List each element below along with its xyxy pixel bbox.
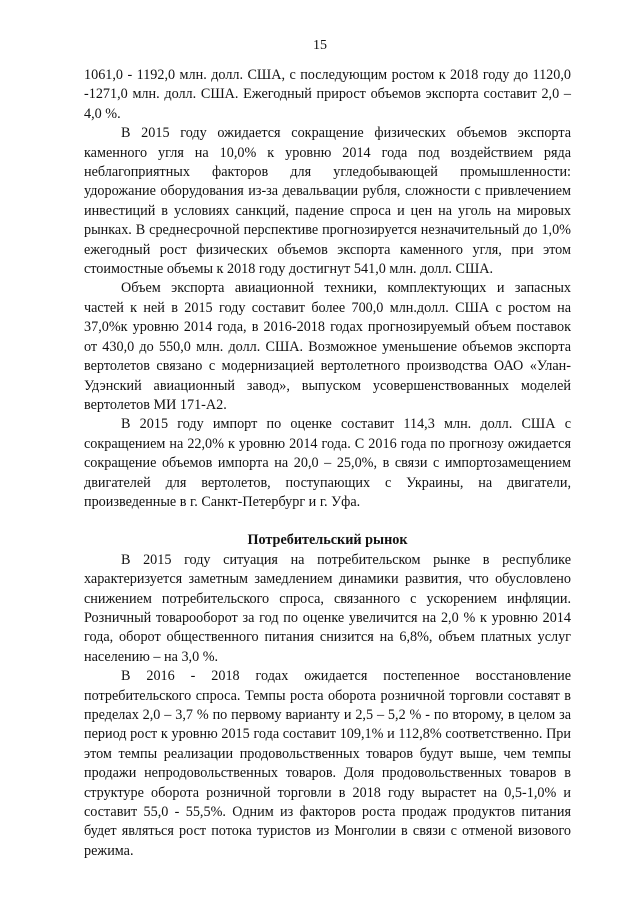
paragraph-consumer-2015: В 2015 году ситуация на потребительском рынке в республике характеризуется заметным замедлением динамики развития, что обусловлено снижением потребительского спроса, связанного с ускорением инфляции. Розничный товарооборот за год по оценке увеличится на 2,0 % к уровню 2014 года, оборот общественного питания снизится на 6,8%, объем платных услуг населению – на 3,0 %.: [84, 551, 571, 665]
paragraph-consumer-2016-2018: В 2016 - 2018 годах ожидается постепенное восстановление потребительского спроса. Темпы роста оборота розничной торговли составят в пределах 2,0 – 3,7 % по первому варианту и 2,5 – 5,2 % - по второму, в целом за период рост к уровню 2015 года составит 109,1% и 112,8% соответственно. При этом темпы реализации продовольственных товаров будут выше, чем темпы продажи непродовольственных товаров. Доля продовольственных товаров в структуре оборота розничной торговли в 2018 году вырастет на 0,5-1,0% и составит 55,0 - 55,5%. Одним из факторов роста продаж продуктов питания будет являться рост потока туристов из Монголии в связи с отменой визового режима.: [84, 668, 571, 859]
paragraph-coal-export: В 2015 году ожидается сокращение физических объемов экспорта каменного угля на 10,0% к уровню 2014 года под воздействием ряда неблагоприятных факторов для угледобывающей промышленности: удорожание оборудования из-за девальвации рубля, сложности с привлечением инвестиций в условиях санкций, падение спроса и цен на уголь на мировых рынках. В среднесрочной перспективе прогнозируется незначительный до 1,0% ежегодный рост физических объемов экспорта каменного угля, при этом стоимостные объемы к 2018 году достигнут 541,0 млн. долл. США.: [84, 125, 571, 278]
page-number: 15: [313, 38, 327, 53]
section-heading-consumer-market: Потребительский рынок: [247, 532, 408, 549]
paragraph-import: В 2015 году импорт по оценке составит 114,3 млн. долл. США с сокращением на 22,0% к уровню 2014 года. С 2016 года по прогнозу ожидается сокращение объемов импорта на 20,0 – 25,0%, в связи с импортозамещением двигателей для вертолетов, поступающих с Украины, на двигатели, произведенные в г. Санкт-Петербург и г. Уфа.: [84, 416, 571, 510]
paragraph-export-growth: 1061,0 - 1192,0 млн. долл. США, с последующим ростом к 2018 году до 1120,0 -1271,0 млн. долл. США. Ежегодный прирост объемов экспорта составит 2,0 – 4,0 %.: [84, 67, 571, 122]
document-body: [84, 66, 571, 861]
paragraph-aviation-export: Объем экспорта авиационной техники, комплектующих и запасных частей к ней в 2015 году составит более 700,0 млн.долл. США с ростом на 37,0%к уровню 2014 года, в 2016-2018 годах прогнозируемый объем поставок от 430,0 до 550,0 млн. долл. США. Возможное уменьшение объемов экспорта вертолетов связано с модернизацией вертолетного производства ОАО «Улан-Удэнский авиационный завод», выпуском усовершенствованных моделей вертолетов МИ 171-А2.: [84, 280, 571, 413]
